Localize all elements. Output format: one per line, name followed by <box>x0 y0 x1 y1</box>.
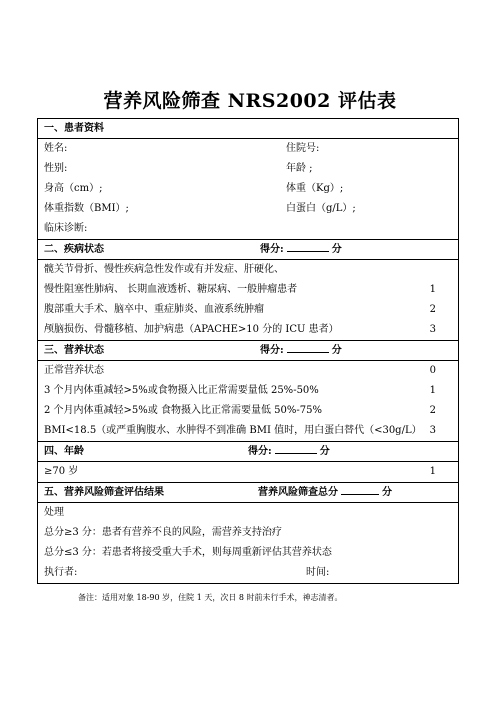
nutrition-item-row: 3 个月内体重减轻>5%或食物摄入比正常需要量低 25%-50% 1 <box>44 385 436 396</box>
disease-item-row: 髋关节骨折、慢性疾病急性发作或有并发症、肝硬化、 <box>44 264 284 275</box>
section-result-header: 五、营养风险筛查评估结果 营养风险筛查总分 分 <box>38 482 458 503</box>
footnote: 备注：适用对象 18-90 岁，住院 1 天，次日 8 时前未行手术，神志清者。 <box>78 593 343 602</box>
nrs2002-form-table <box>37 118 459 584</box>
field-name[interactable]: 姓名: <box>44 143 68 154</box>
section-age-header: 四、年龄 得分: 分 <box>38 441 458 462</box>
signature-row <box>38 563 458 583</box>
field-admission-no[interactable]: 住院号: <box>286 143 320 154</box>
field-row-name <box>38 139 458 159</box>
result-line-high-risk: 总分≥3 分：患者有营养不良的风险，需营养支持治疗 <box>44 527 282 538</box>
field-diagnosis[interactable]: 临床诊断: <box>44 223 88 234</box>
disease-item-row: 腹部重大手术、脑卒中、重症肺炎、血液系统肿瘤 2 <box>44 304 436 315</box>
field-row-bmi <box>38 199 458 219</box>
result-line-low-risk: 总分≤3 分：若患者将接受重大手术，则每周重新评估其营养状态 <box>44 547 332 558</box>
field-row-height <box>38 179 458 199</box>
field-albumin[interactable]: 白蛋白（g/L）; <box>286 203 356 214</box>
nutrition-item-row: 正常营养状态 0 <box>44 365 436 376</box>
nutrition-score-label: 得分: 分 <box>260 341 342 360</box>
disease-score-label: 得分: 分 <box>260 240 342 259</box>
field-age[interactable]: 年龄 ; <box>286 163 313 174</box>
field-row-diagnosis <box>38 219 458 239</box>
field-bmi[interactable]: 体重指数（BMI）; <box>44 203 129 214</box>
nutrition-item-row: 2 个月内体重减轻>5%或 食物摄入比正常需要量低 50%-75% 2 <box>44 405 436 416</box>
section-disease-header: 二、疾病状态 得分: 分 <box>38 239 458 260</box>
field-gender[interactable]: 性别: <box>44 163 68 174</box>
field-row-gender <box>38 159 458 179</box>
field-time[interactable]: 时间: <box>306 567 330 578</box>
nutrition-item-row: BMI<18.5（或严重胸腹水、水肿得不到准确 BMI 值时，用白蛋白替代（<30g/L） 3 <box>44 425 436 436</box>
field-weight[interactable]: 体重（Kg）; <box>286 183 344 194</box>
disease-item-row: 颅脑损伤、骨髓移植、加护病患（APACHE>10 分的 ICU 患者） 3 <box>44 324 436 335</box>
result-handling-label: 处理 <box>44 507 64 518</box>
page-title: 营养风险筛查 NRS2002 评估表 <box>103 90 397 112</box>
age-item-row: ≥70 岁 1 <box>44 466 436 477</box>
nutrition-score-blank[interactable] <box>287 341 329 353</box>
field-height[interactable]: 身高（cm）; <box>44 183 103 194</box>
total-score-label: 营养风险筛查总分 分 <box>258 483 392 502</box>
disease-score-blank[interactable] <box>287 240 329 252</box>
disease-item-row: 慢性阻塞性肺病、 长期血液透析、糖尿病、一般肿瘤患者 1 <box>44 284 436 295</box>
section-nutrition-header: 三、营养状态 得分: 分 <box>38 340 458 361</box>
field-executor[interactable]: 执行者: <box>44 567 78 578</box>
section-patient-info-header: 一、患者资料 <box>38 119 458 139</box>
age-score-label: 得分: 分 <box>248 442 330 461</box>
total-score-blank[interactable] <box>341 483 379 495</box>
age-score-blank[interactable] <box>275 442 317 454</box>
